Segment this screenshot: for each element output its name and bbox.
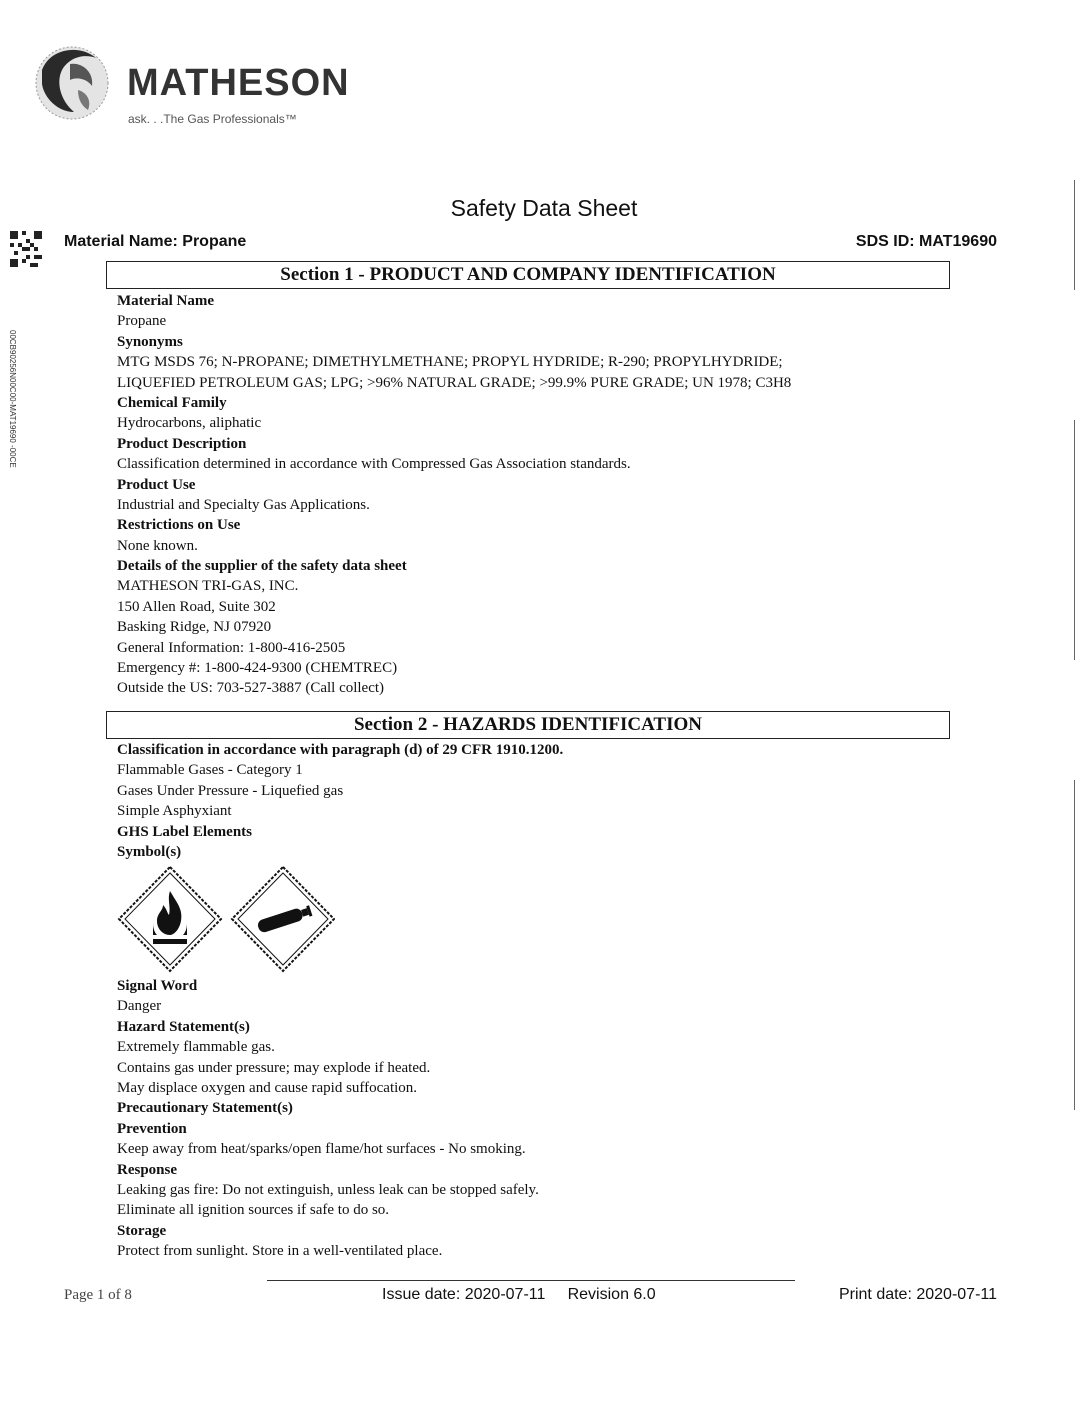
- field-value: Emergency #: 1-800-424-9300 (CHEMTREC): [117, 660, 398, 677]
- material-name-header: Material Name: Propane: [64, 233, 247, 250]
- field-heading: Response: [117, 1161, 178, 1178]
- sds-id-header: SDS ID: MAT19690: [855, 233, 997, 250]
- field-heading: Classification in accordance with paragraph (d) of 29 CFR 1910.1200.: [117, 742, 564, 758]
- footer-rule: [267, 1280, 795, 1281]
- flame-pictogram-icon: [119, 867, 221, 971]
- field-value: Gases Under Pressure - Liquefied gas: [117, 782, 344, 799]
- field-value: Extremely flammable gas.: [117, 1039, 275, 1056]
- field-value: Protect from sunlight. Store in a well-ventilated place.: [117, 1243, 443, 1260]
- brand-wordmark: MATHESON: [127, 62, 350, 104]
- field-value: Eliminate all ignition sources if safe to do so.: [117, 1202, 390, 1219]
- field-value: Classification determined in accordance with Compressed Gas Association standards.: [117, 456, 631, 473]
- field-value: None known.: [117, 537, 198, 554]
- field-value: Leaking gas fire: Do not extinguish, unless leak can be stopped safely.: [117, 1181, 539, 1198]
- field-heading: Product Use: [117, 476, 196, 493]
- field-value: Basking Ridge, NJ 07920: [117, 619, 272, 636]
- section-2-classification: [117, 740, 563, 862]
- field-value: Keep away from heat/sparks/open flame/hot surfaces - No smoking.: [117, 1141, 526, 1158]
- qr-code-icon: [10, 231, 42, 267]
- side-code-text: 00CB90256N00C00-MAT19690 -00CE: [8, 330, 17, 468]
- section-1-body: [117, 291, 791, 699]
- page-number: Page 1 of 8: [64, 1287, 132, 1303]
- scan-artifact: [1074, 420, 1075, 660]
- field-heading: Synonyms: [117, 333, 183, 350]
- brand-tagline: ask. . .The Gas Professionals™: [128, 112, 297, 126]
- field-heading: Hazard Statement(s): [117, 1018, 250, 1035]
- field-heading: Details of the supplier of the safety data sheet: [117, 558, 407, 575]
- document-title: Safety Data Sheet: [450, 195, 638, 221]
- gas-cylinder-pictogram-icon: [232, 867, 334, 971]
- field-value: LIQUEFIED PETROLEUM GAS; LPG; >96% NATURAL GRADE; >99.9% PURE GRADE; UN 1978; C3H8: [117, 374, 792, 391]
- field-heading: Precautionary Statement(s): [117, 1100, 293, 1117]
- field-heading: Chemical Family: [117, 394, 227, 411]
- field-value: Contains gas under pressure; may explode if heated.: [117, 1059, 431, 1076]
- field-value: Outside the US: 703-527-3887 (Call collect): [117, 680, 385, 697]
- field-value: May displace oxygen and cause rapid suffocation.: [117, 1079, 418, 1096]
- field-value: MATHESON TRI-GAS, INC.: [117, 578, 299, 595]
- section-2-elements: [117, 976, 539, 1261]
- field-value: Industrial and Specialty Gas Applications.: [117, 496, 370, 513]
- field-heading: Symbol(s): [117, 843, 182, 860]
- section-2-title: Section 2 - HAZARDS IDENTIFICATION: [106, 711, 950, 739]
- field-value: General Information: 1-800-416-2505: [117, 639, 346, 656]
- matheson-globe-logo: [30, 40, 110, 126]
- field-heading: GHS Label Elements: [117, 823, 253, 840]
- field-value: Propane: [117, 313, 167, 330]
- field-value: Danger: [117, 998, 162, 1015]
- field-heading: Product Description: [117, 435, 247, 452]
- scan-artifact: [1074, 180, 1075, 290]
- field-value: Simple Asphyxiant: [117, 803, 232, 820]
- field-value: MTG MSDS 76; N-PROPANE; DIMETHYLMETHANE; PROPYL HYDRIDE; R-290; PROPYLHYDRIDE;: [117, 354, 783, 371]
- field-value: Hydrocarbons, aliphatic: [117, 415, 262, 432]
- scan-artifact: [1074, 780, 1075, 1110]
- field-value: 150 Allen Road, Suite 302: [117, 598, 276, 615]
- section-1-title: Section 1 - PRODUCT AND COMPANY IDENTIFICATION: [106, 261, 950, 289]
- field-heading: Storage: [117, 1222, 167, 1239]
- field-heading: Restrictions on Use: [117, 517, 241, 534]
- field-heading: Signal Word: [117, 978, 198, 994]
- field-heading: Prevention: [117, 1120, 187, 1137]
- ghs-pictograms: [117, 865, 335, 973]
- side-code-vertical: [2, 330, 18, 500]
- issue-date-revision: Issue date: 2020-07-11 Revision 6.0: [382, 1286, 656, 1303]
- field-value: Flammable Gases - Category 1: [117, 762, 303, 779]
- field-heading: Material Name: [117, 293, 215, 309]
- print-date: Print date: 2020-07-11: [838, 1286, 997, 1303]
